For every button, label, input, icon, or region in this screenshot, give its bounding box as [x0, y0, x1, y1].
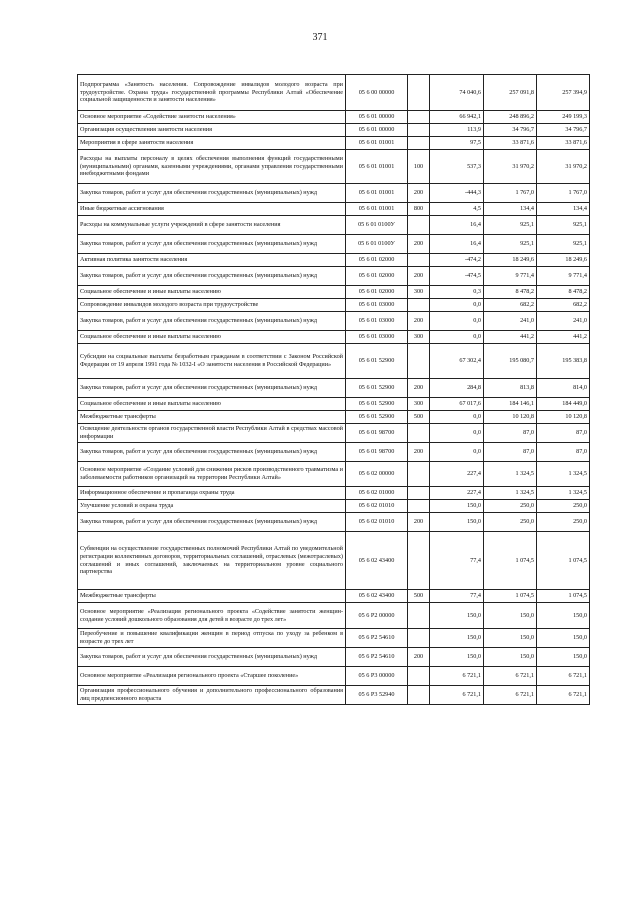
- table-row: [78, 629, 590, 648]
- row-code: 05 6 01 98700: [346, 424, 408, 443]
- row-amount-1: 0,0: [430, 331, 484, 344]
- row-amount-1: 0,3: [430, 286, 484, 299]
- row-amount-1: 6 721,1: [430, 686, 484, 705]
- row-expense-type: [408, 487, 430, 500]
- row-amount-1: 77,4: [430, 532, 484, 590]
- row-amount-1: 6 721,1: [430, 667, 484, 686]
- row-name: Закупка товаров, работ и услуг для обеспечения государственных (муниципальных) нужд: [78, 267, 346, 286]
- row-name: Мероприятия в сфере занятости населения: [78, 137, 346, 150]
- row-code: 05 6 01 01001: [346, 184, 408, 203]
- row-expense-type: 500: [408, 411, 430, 424]
- row-amount-2: 150,0: [484, 648, 537, 667]
- row-amount-2: 1 324,5: [484, 462, 537, 487]
- row-name: Социальное обеспечение и иные выплаты населению: [78, 331, 346, 344]
- row-amount-3: 150,0: [537, 629, 590, 648]
- row-expense-type: 200: [408, 648, 430, 667]
- row-amount-3: 250,0: [537, 513, 590, 532]
- row-code: 05 6 02 01000: [346, 487, 408, 500]
- row-amount-2: 150,0: [484, 629, 537, 648]
- row-amount-3: 87,0: [537, 424, 590, 443]
- row-code: 05 6 01 0100У: [346, 216, 408, 235]
- row-amount-3: 441,2: [537, 331, 590, 344]
- row-amount-1: 113,9: [430, 124, 484, 137]
- row-amount-3: 6 721,1: [537, 667, 590, 686]
- row-amount-3: 150,0: [537, 603, 590, 629]
- row-amount-2: 925,1: [484, 235, 537, 254]
- row-name: Межбюджетные трансферты: [78, 411, 346, 424]
- row-amount-3: 1 767,0: [537, 184, 590, 203]
- row-expense-type: 200: [408, 379, 430, 398]
- row-code: 05 6 01 03000: [346, 312, 408, 331]
- row-amount-1: 0,0: [430, 299, 484, 312]
- row-code: 05 6 01 52900: [346, 379, 408, 398]
- row-name: Закупка товаров, работ и услуг для обеспечения государственных (муниципальных) нужд: [78, 443, 346, 462]
- row-expense-type: 200: [408, 184, 430, 203]
- row-amount-2: 250,0: [484, 500, 537, 513]
- row-expense-type: [408, 424, 430, 443]
- row-amount-2: 184 146,1: [484, 398, 537, 411]
- table-row: [78, 111, 590, 124]
- row-amount-2: 6 721,1: [484, 686, 537, 705]
- row-name: Подпрограмма «Занятость населения. Сопровождение инвалидов молодого возраста при трудоустройстве. Охрана труда» государственной программы Республики Алтай «Обеспечение социальной защищенности и занятости населения»: [78, 75, 346, 111]
- row-amount-1: 77,4: [430, 590, 484, 603]
- row-code: 05 6 P3 00000: [346, 667, 408, 686]
- row-name: Закупка товаров, работ и услуг для обеспечения государственных (муниципальных) нужд: [78, 312, 346, 331]
- table-row: [78, 235, 590, 254]
- row-amount-3: 925,1: [537, 235, 590, 254]
- table-row: [78, 462, 590, 487]
- row-code: 05 6 01 02000: [346, 267, 408, 286]
- row-amount-2: 8 478,2: [484, 286, 537, 299]
- row-amount-1: 0,0: [430, 411, 484, 424]
- row-amount-2: 1 074,5: [484, 590, 537, 603]
- table-row: [78, 203, 590, 216]
- row-expense-type: 100: [408, 150, 430, 184]
- row-amount-1: -474,2: [430, 254, 484, 267]
- row-expense-type: 200: [408, 312, 430, 331]
- table-row: [78, 398, 590, 411]
- table-row: [78, 137, 590, 150]
- row-name: Социальное обеспечение и иные выплаты населению: [78, 398, 346, 411]
- row-name: Основное мероприятие «Создание условий для снижения рисков производственного травматизма и заболеваемости работников организаций на территории Республики Алтай»: [78, 462, 346, 487]
- row-code: 05 6 01 02000: [346, 286, 408, 299]
- row-amount-1: 74 040,6: [430, 75, 484, 111]
- row-expense-type: [408, 299, 430, 312]
- table-row: [78, 424, 590, 443]
- row-expense-type: [408, 344, 430, 379]
- row-amount-2: 150,0: [484, 603, 537, 629]
- row-expense-type: 500: [408, 590, 430, 603]
- row-amount-3: 34 796,7: [537, 124, 590, 137]
- row-amount-2: 134,4: [484, 203, 537, 216]
- row-amount-1: 0,0: [430, 443, 484, 462]
- table-row: [78, 75, 590, 111]
- row-expense-type: [408, 532, 430, 590]
- row-amount-2: 1 767,0: [484, 184, 537, 203]
- row-code: 05 6 01 01001: [346, 203, 408, 216]
- row-expense-type: 200: [408, 443, 430, 462]
- row-amount-3: 184 449,0: [537, 398, 590, 411]
- table-row: [78, 411, 590, 424]
- row-expense-type: 800: [408, 203, 430, 216]
- row-amount-2: 18 249,6: [484, 254, 537, 267]
- row-amount-1: 284,8: [430, 379, 484, 398]
- row-amount-3: 31 970,2: [537, 150, 590, 184]
- row-expense-type: [408, 603, 430, 629]
- row-amount-2: 257 091,8: [484, 75, 537, 111]
- table-row: [78, 124, 590, 137]
- row-name: Основное мероприятие «Реализация регионального проекта «Старшее поколение»: [78, 667, 346, 686]
- row-amount-2: 250,0: [484, 513, 537, 532]
- row-code: 05 6 02 01010: [346, 513, 408, 532]
- table-row: [78, 331, 590, 344]
- row-amount-2: 925,1: [484, 216, 537, 235]
- row-amount-1: 150,0: [430, 603, 484, 629]
- row-expense-type: 300: [408, 331, 430, 344]
- row-code: 05 6 02 43400: [346, 590, 408, 603]
- row-amount-2: 241,0: [484, 312, 537, 331]
- row-amount-2: 6 721,1: [484, 667, 537, 686]
- row-expense-type: 200: [408, 267, 430, 286]
- row-name: Улучшение условий и охрана труда: [78, 500, 346, 513]
- row-code: 05 6 00 00000: [346, 75, 408, 111]
- row-amount-2: 682,2: [484, 299, 537, 312]
- row-name: Расходы на выплаты персоналу в целях обеспечения выполнения функций государственными (муниципальными) органами, казенными учреждениями, органами управления государственными внебюджетными фондами: [78, 150, 346, 184]
- row-code: 05 6 P3 52940: [346, 686, 408, 705]
- row-amount-2: 31 970,2: [484, 150, 537, 184]
- table-row: [78, 286, 590, 299]
- row-amount-3: 250,0: [537, 500, 590, 513]
- row-code: 05 6 02 43400: [346, 532, 408, 590]
- row-expense-type: [408, 124, 430, 137]
- row-expense-type: [408, 216, 430, 235]
- row-expense-type: [408, 667, 430, 686]
- row-amount-1: 150,0: [430, 513, 484, 532]
- row-amount-3: 8 478,2: [537, 286, 590, 299]
- row-name: Закупка товаров, работ и услуг для обеспечения государственных (муниципальных) нужд: [78, 235, 346, 254]
- row-amount-1: 0,0: [430, 424, 484, 443]
- table-row: [78, 532, 590, 590]
- row-expense-type: 300: [408, 286, 430, 299]
- row-expense-type: [408, 254, 430, 267]
- row-amount-3: 241,0: [537, 312, 590, 331]
- row-amount-2: 813,8: [484, 379, 537, 398]
- row-expense-type: [408, 111, 430, 124]
- row-name: Закупка товаров, работ и услуг для обеспечения государственных (муниципальных) нужд: [78, 513, 346, 532]
- row-name: Субвенции на осуществление государственных полномочий Республики Алтай по уведомительной регистрации коллективных договоров, территориальных соглашений, отраслевых (межотраслевых) соглашений и иных соглашений, заключаемых на территориальном уровне социального партнерства: [78, 532, 346, 590]
- row-amount-3: 87,0: [537, 443, 590, 462]
- table-row: [78, 150, 590, 184]
- row-name: Социальное обеспечение и иные выплаты населению: [78, 286, 346, 299]
- row-amount-2: 34 796,7: [484, 124, 537, 137]
- row-amount-1: -444,3: [430, 184, 484, 203]
- row-code: 05 6 01 01001: [346, 150, 408, 184]
- table-row: [78, 184, 590, 203]
- table-row: [78, 500, 590, 513]
- row-amount-2: 1 074,5: [484, 532, 537, 590]
- table-row: [78, 443, 590, 462]
- row-amount-2: 87,0: [484, 424, 537, 443]
- row-amount-3: 150,0: [537, 648, 590, 667]
- row-code: 05 6 01 00000: [346, 124, 408, 137]
- row-code: 05 6 01 02000: [346, 254, 408, 267]
- row-amount-1: 227,4: [430, 462, 484, 487]
- row-code: 05 6 P2 00000: [346, 603, 408, 629]
- row-amount-2: 10 120,8: [484, 411, 537, 424]
- row-amount-2: 1 324,5: [484, 487, 537, 500]
- row-code: 05 6 01 52900: [346, 398, 408, 411]
- row-expense-type: 200: [408, 235, 430, 254]
- table-row: [78, 513, 590, 532]
- row-amount-1: 150,0: [430, 500, 484, 513]
- row-amount-1: 16,4: [430, 235, 484, 254]
- row-amount-3: 10 120,8: [537, 411, 590, 424]
- row-amount-3: 682,2: [537, 299, 590, 312]
- row-amount-3: 814,0: [537, 379, 590, 398]
- row-amount-1: -474,5: [430, 267, 484, 286]
- row-name: Расходы на коммунальные услуги учреждений в сфере занятости населения: [78, 216, 346, 235]
- row-amount-1: 150,0: [430, 648, 484, 667]
- row-expense-type: [408, 686, 430, 705]
- row-amount-3: 6 721,1: [537, 686, 590, 705]
- table-row: [78, 299, 590, 312]
- row-amount-1: 97,5: [430, 137, 484, 150]
- row-code: 05 6 01 01001: [346, 137, 408, 150]
- row-amount-2: 441,2: [484, 331, 537, 344]
- row-amount-1: 4,5: [430, 203, 484, 216]
- row-amount-2: 248 896,2: [484, 111, 537, 124]
- budget-table-body: [78, 75, 590, 705]
- row-amount-1: 67 017,6: [430, 398, 484, 411]
- page-number: 371: [312, 32, 328, 43]
- row-name: Основное мероприятие «Реализация регионального проекта «Содействие занятости женщин-создание условий дошкольного образования для детей в возрасте до трех лет»: [78, 603, 346, 629]
- table-row: [78, 590, 590, 603]
- table-row: [78, 487, 590, 500]
- row-amount-3: 257 394,9: [537, 75, 590, 111]
- row-name: Закупка товаров, работ и услуг для обеспечения государственных (муниципальных) нужд: [78, 184, 346, 203]
- row-name: Межбюджетные трансферты: [78, 590, 346, 603]
- row-amount-2: 195 080,7: [484, 344, 537, 379]
- row-name: Закупка товаров, работ и услуг для обеспечения государственных (муниципальных) нужд: [78, 379, 346, 398]
- row-code: 05 6 01 52900: [346, 411, 408, 424]
- table-row: [78, 667, 590, 686]
- table-row: [78, 379, 590, 398]
- row-code: 05 6 01 0100У: [346, 235, 408, 254]
- row-code: 05 6 02 00000: [346, 462, 408, 487]
- row-name: Основное мероприятие «Содействие занятости населения»: [78, 111, 346, 124]
- table-row: [78, 603, 590, 629]
- budget-table: [77, 74, 590, 705]
- row-expense-type: [408, 629, 430, 648]
- table-row: [78, 254, 590, 267]
- row-name: Освещение деятельности органов государственной власти Республики Алтай в средствах массовой информации: [78, 424, 346, 443]
- row-name: Иные бюджетные ассигнования: [78, 203, 346, 216]
- row-name: Закупка товаров, работ и услуг для обеспечения государственных (муниципальных) нужд: [78, 648, 346, 667]
- row-amount-2: 33 871,6: [484, 137, 537, 150]
- row-amount-1: 67 302,4: [430, 344, 484, 379]
- row-expense-type: [408, 462, 430, 487]
- row-name: Сопровождение инвалидов молодого возраста при трудоустройстве: [78, 299, 346, 312]
- row-amount-3: 18 249,6: [537, 254, 590, 267]
- row-amount-3: 925,1: [537, 216, 590, 235]
- row-expense-type: 200: [408, 513, 430, 532]
- row-amount-3: 1 074,5: [537, 590, 590, 603]
- row-amount-3: 33 871,6: [537, 137, 590, 150]
- row-name: Переобучение и повышение квалификации женщин в период отпуска по уходу за ребенком в возрасте до трех лет: [78, 629, 346, 648]
- table-row: [78, 344, 590, 379]
- row-amount-3: 249 199,3: [537, 111, 590, 124]
- row-code: 05 6 01 00000: [346, 111, 408, 124]
- row-name: Организация профессионального обучения и дополнительного профессионального образования лиц предпенсионного возраста: [78, 686, 346, 705]
- row-code: 05 6 01 03000: [346, 299, 408, 312]
- row-amount-1: 66 942,1: [430, 111, 484, 124]
- row-name: Активная политика занятости населения: [78, 254, 346, 267]
- row-expense-type: [408, 500, 430, 513]
- row-code: 05 6 01 52900: [346, 344, 408, 379]
- row-amount-3: 134,4: [537, 203, 590, 216]
- row-amount-1: 227,4: [430, 487, 484, 500]
- row-name: Субсидии на социальные выплаты безработным гражданам в соответствии с Законом Российской Федерации от 19 апреля 1991 года № 1032-I «О занятости населения в Российской Федерации»: [78, 344, 346, 379]
- row-amount-1: 16,4: [430, 216, 484, 235]
- row-code: 05 6 01 03000: [346, 331, 408, 344]
- table-row: [78, 686, 590, 705]
- row-amount-3: 195 383,8: [537, 344, 590, 379]
- row-expense-type: [408, 75, 430, 111]
- table-row: [78, 648, 590, 667]
- row-expense-type: [408, 137, 430, 150]
- row-code: 05 6 P2 54610: [346, 629, 408, 648]
- row-amount-1: 537,3: [430, 150, 484, 184]
- table-row: [78, 216, 590, 235]
- row-name: Организация осуществления занятости населения: [78, 124, 346, 137]
- row-amount-3: 1 074,5: [537, 532, 590, 590]
- row-amount-3: 9 771,4: [537, 267, 590, 286]
- row-amount-3: 1 324,5: [537, 487, 590, 500]
- row-amount-2: 87,0: [484, 443, 537, 462]
- row-code: 05 6 02 01010: [346, 500, 408, 513]
- row-amount-1: 150,0: [430, 629, 484, 648]
- row-amount-2: 9 771,4: [484, 267, 537, 286]
- table-row: [78, 312, 590, 331]
- row-expense-type: 300: [408, 398, 430, 411]
- table-row: [78, 267, 590, 286]
- row-amount-1: 0,0: [430, 312, 484, 331]
- row-code: 05 6 P2 54610: [346, 648, 408, 667]
- row-code: 05 6 01 98700: [346, 443, 408, 462]
- row-amount-3: 1 324,5: [537, 462, 590, 487]
- row-name: Информационное обеспечение и пропаганда охраны труда: [78, 487, 346, 500]
